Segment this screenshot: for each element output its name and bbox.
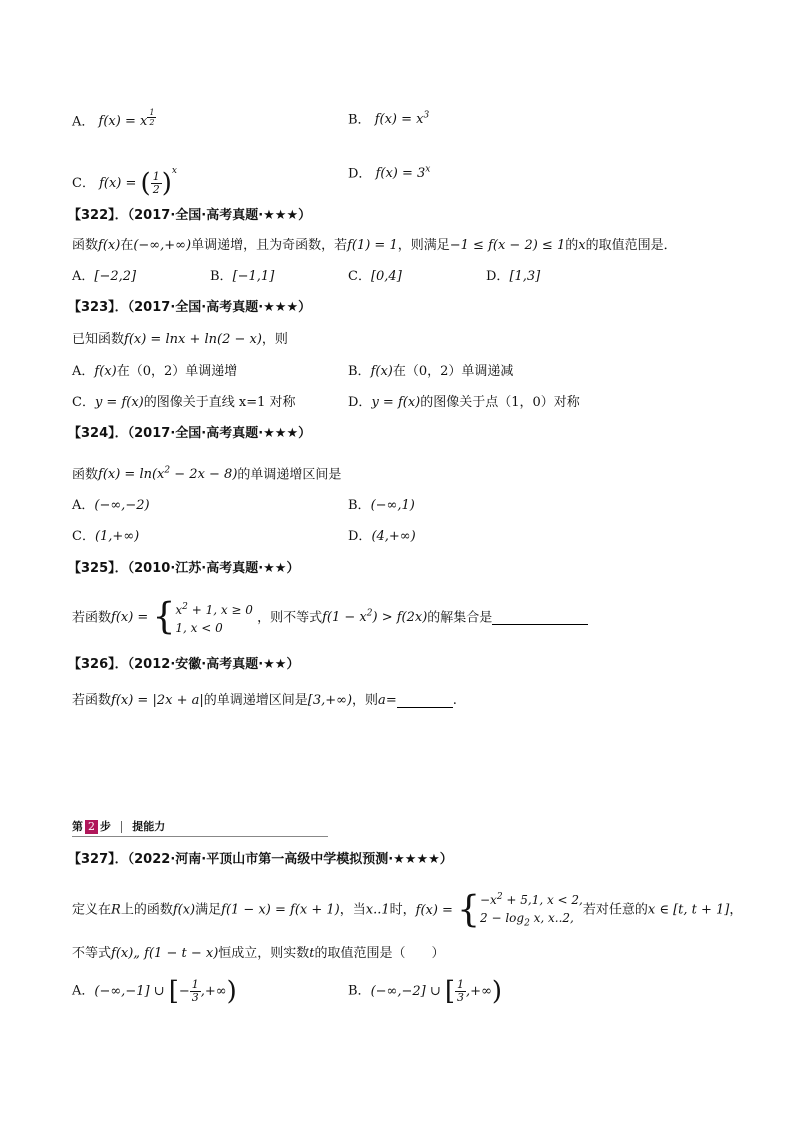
q325-answer-blank[interactable] [492, 610, 588, 625]
q323-stem: 已知函数f(x) = lnx + ln(2 − x)，则 [72, 332, 288, 347]
q323-header: 【323】．（2017·全国·高考真题·★★★） [68, 300, 312, 315]
step-banner: 第 2 步 提能力 [72, 818, 328, 837]
step-number-badge: 2 [85, 820, 98, 834]
q324-option-a[interactable]: A．(−∞,−2) [72, 498, 150, 513]
q324-option-c[interactable]: C．(1,+∞) [72, 529, 140, 544]
q327-option-b[interactable]: B．(−∞,−2] ∪ [ $\frac{1}{3}$ ,+∞) [348, 976, 503, 1006]
q327-option-a[interactable]: A．(−∞,−1] ∪ [− $\frac{1}{3}$ ,+∞) [72, 976, 237, 1006]
q324-option-d[interactable]: D．(4,+∞) [348, 529, 416, 544]
q324-header: 【324】．（2017·全国·高考真题·★★★） [68, 426, 312, 441]
q324-option-b[interactable]: B．(−∞,1) [348, 498, 415, 513]
q322-option-c[interactable]: C．[0,4] [348, 269, 402, 284]
q322-header: 【322】．（2017·全国·高考真题·★★★） [68, 208, 312, 223]
q323-option-b[interactable]: B．f(x)在（0，2）单调递减 [348, 364, 514, 379]
q327-stem-line2: 不等式f(x)„ f(1 − t − x)恒成立，则实数t的取值范围是（ ） [72, 946, 445, 961]
q321-option-d[interactable]: D． $f(x) = 3^x$ [348, 165, 431, 182]
q322-option-a[interactable]: A．[−2,2] [72, 269, 137, 284]
q322-option-d[interactable]: D．[1,3] [486, 269, 541, 284]
q327-stem-line1: 定义在R上的函数f(x)满足f(1 − x) = f(x + 1)，当x..1时，f(x) = { $-x^2 + 5,1$, x < 2, $2 - \log_2 x$, x..2, 若对任意的x ∈ [t, t + 1]， [72, 889, 743, 931]
q326-stem: 若函数f(x) = |2x + a|的单调递增区间是[3,+∞)，则a= . [72, 693, 457, 708]
q326-answer-blank[interactable] [397, 693, 453, 708]
q321-option-a[interactable]: A． f(x) = x $^{\frac{1}{2}}$ [72, 108, 155, 130]
q326-header: 【326】．（2012·安徽·高考真题·★★） [68, 657, 300, 672]
q323-option-a[interactable]: A．f(x)在（0，2）单调递增 [72, 364, 238, 379]
q323-option-c[interactable]: C．y = f(x)的图像关于直线 x=1 对称 [72, 395, 296, 410]
q324-stem: 函数$f(x) = \ln(x^2 - 2x - 8)$的单调递增区间是 [72, 466, 342, 483]
q322-option-b[interactable]: B．[−1,1] [210, 269, 275, 284]
q321-option-b[interactable]: B． $f(x) = x^3$ [348, 111, 430, 128]
q325-stem: 若函数f(x) = { $x^2 + 1$, x ≥ 0 1, x < 0 ，则不等式$f(1 - x^2) > f(2x)$的解集合是 [72, 594, 588, 638]
q323-option-d[interactable]: D．y = f(x)的图像关于点（1，0）对称 [348, 395, 580, 410]
q327-header: 【327】．（2022·河南·平顶山市第一高级中学模拟预测·★★★★） [68, 852, 453, 867]
q322-stem: 函数f(x)在(−∞,+∞)单调递增，且为奇函数，若f(1) = 1，则满足−1 ≤ f(x − 2) ≤ 1的x的取值范围是． [72, 238, 677, 253]
q321-option-c[interactable]: C． f(x) = ( $\frac{1}{2}$ )$^x$ [72, 166, 177, 199]
q325-header: 【325】．（2010·江苏·高考真题·★★） [68, 561, 300, 576]
